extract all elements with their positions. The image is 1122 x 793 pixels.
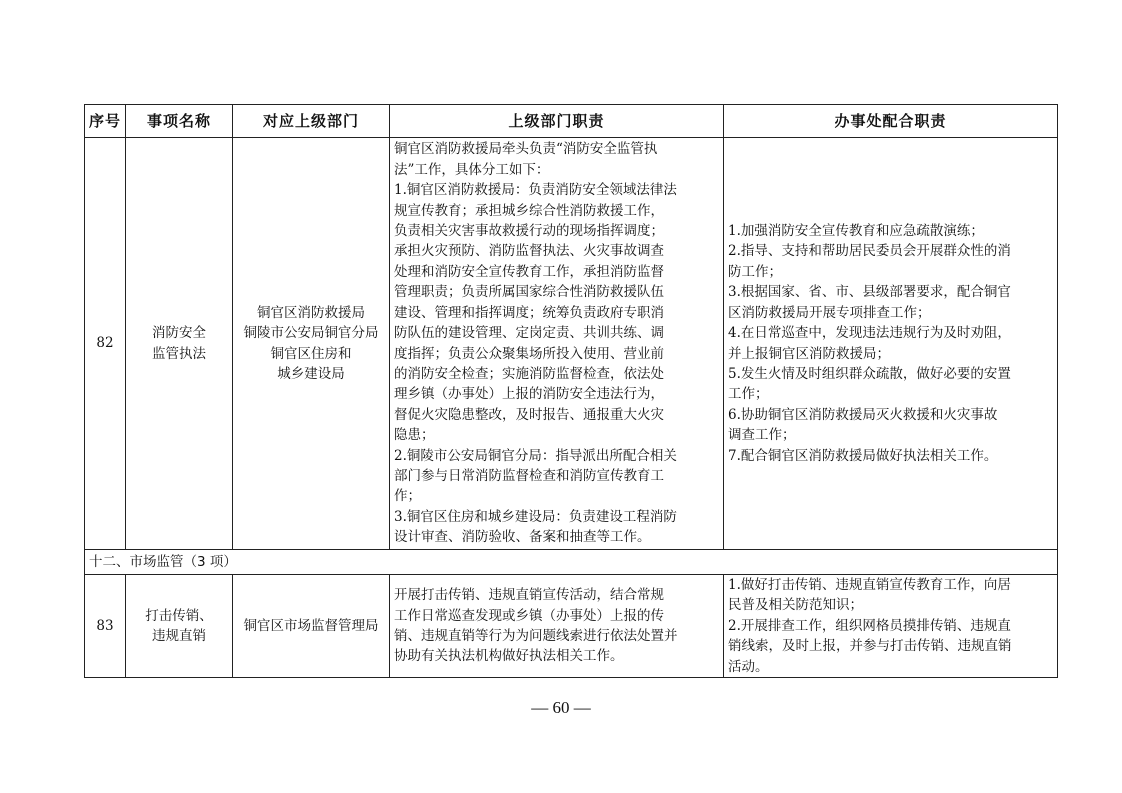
office-duty-line: 6.协助铜官区消防救援局灭火救援和火灾事故 xyxy=(728,406,998,423)
duty-line: 1.铜官区消防救援局：负责消防安全领域法律法 xyxy=(394,182,677,199)
duty-line: 度指挥；负责公众聚集场所投入使用、营业前 xyxy=(394,345,664,362)
duty-line: 督促火灾隐患整改，及时报告、通报重大火灾 xyxy=(394,406,664,423)
office-duty-line: 防工作； xyxy=(728,263,782,280)
office-duty-line: 2.指导、支持和帮助居民委员会开展群众性的消 xyxy=(728,243,1011,260)
table-row xyxy=(85,575,1058,678)
duty-line: 的消防安全检查；实施消防监督检查，依法处 xyxy=(394,365,664,382)
office-duty-line: 5.发生火情及时组织群众疏散，做好必要的安置 xyxy=(728,365,1011,382)
duty-line: 协助有关执法机构做好执法相关工作。 xyxy=(394,648,624,665)
row-upper-duty xyxy=(390,575,724,678)
office-duty-line: 2.开展排查工作，组织网格员摸排传销、违规直 xyxy=(728,617,1011,634)
page-number: — 60 — xyxy=(531,698,591,717)
office-duty-line: 区消防救援局开展专项排查工作； xyxy=(728,304,931,321)
row-upper-duty xyxy=(390,138,724,550)
duty-line: 3.铜官区住房和城乡建设局：负责建设工程消防 xyxy=(394,508,677,525)
row-upper-dept xyxy=(233,575,390,678)
dept-line: 城乡建设局 xyxy=(277,365,345,382)
duty-line: 工作日常巡查发现或乡镇（办事处）上报的传 xyxy=(394,607,664,624)
duty-line: 建设、管理和指挥调度；统筹负责政府专职消 xyxy=(394,304,664,321)
table-header-row xyxy=(85,105,1058,138)
header-item-name: 事项名称 xyxy=(126,105,233,138)
duty-table xyxy=(84,104,1058,678)
row-item-name xyxy=(126,575,233,678)
office-duty-line: 活动。 xyxy=(728,658,769,675)
item-name-line: 违规直销 xyxy=(152,628,206,645)
duty-line: 隐患； xyxy=(394,427,435,444)
duty-line: 规宣传教育；承担城乡综合性消防救援工作， xyxy=(394,202,664,219)
duty-line: 2.铜陵市公安局铜官分局：指导派出所配合相关 xyxy=(394,447,677,464)
duty-line: 开展打击传销、违规直销宣传活动，结合常规 xyxy=(394,587,664,604)
item-name-line: 监管执法 xyxy=(152,345,206,362)
dept-line: 铜官区市场监督管理局 xyxy=(243,617,379,634)
duty-line: 部门参与日常消防监督检查和消防宣传教育工 xyxy=(394,467,664,484)
dept-line: 铜官区消防救援局 xyxy=(257,304,365,321)
office-duty-line: 调查工作； xyxy=(728,427,796,444)
duty-line: 处理和消防安全宣传教育工作，承担消防监督 xyxy=(394,263,664,280)
row-item-name xyxy=(126,138,233,550)
office-duty-line: 4.在日常巡查中，发现违法违规行为及时劝阻， xyxy=(728,325,1011,342)
duty-line: 法”工作，具体分工如下： xyxy=(394,161,550,178)
duty-line: 负责相关灾害事故救援行动的现场指挥调度； xyxy=(394,223,664,240)
duty-line: 铜官区消防救援局牵头负责“消防安全监管执 xyxy=(394,141,658,158)
office-duty-line: 销线索，及时上报，并参与打击传销、违规直销 xyxy=(728,638,1012,655)
office-duty-line: 民普及相关防范知识； xyxy=(728,597,863,614)
office-duty-line: 1.加强消防安全宣传教育和应急疏散演练； xyxy=(728,223,984,240)
duty-line: 管理职责；负责所属国家综合性消防救援队伍 xyxy=(394,284,664,301)
office-duty-line: 7.配合铜官区消防救援局做好执法相关工作。 xyxy=(728,447,998,464)
header-office-duty: 办事处配合职责 xyxy=(724,105,1058,138)
office-duty-line: 工作； xyxy=(728,386,769,403)
duty-line: 设计审查、消防验收、备案和抽查等工作。 xyxy=(394,529,651,546)
header-upper-duty: 上级部门职责 xyxy=(390,105,724,138)
row-seq: 83 xyxy=(85,575,126,678)
office-duty-line: 并上报铜官区消防救援局； xyxy=(728,345,890,362)
duty-line: 承担火灾预防、消防监督执法、火灾事故调查 xyxy=(394,243,664,260)
row-office-duty xyxy=(724,138,1058,550)
row-upper-dept xyxy=(233,138,390,550)
dept-line: 铜官区住房和 xyxy=(270,345,352,362)
row-seq: 82 xyxy=(85,138,126,550)
duty-line: 作； xyxy=(394,488,421,505)
dept-line: 铜陵市公安局铜官分局 xyxy=(243,325,379,342)
office-duty-line: 3.根据国家、省、市、县级部署要求，配合铜官 xyxy=(728,284,1011,301)
duty-line: 理乡镇（办事处）上报的消防安全违法行为， xyxy=(394,386,664,403)
table-row xyxy=(85,138,1058,550)
header-seq: 序号 xyxy=(85,105,126,138)
item-name-line: 消防安全 xyxy=(152,325,206,342)
section-title: 十二、市场监管（3 项） xyxy=(85,550,1058,575)
item-name-line: 打击传销、 xyxy=(145,607,213,624)
header-upper-dept: 对应上级部门 xyxy=(233,105,390,138)
section-row xyxy=(85,550,1058,575)
duty-line: 防队伍的建设管理、定岗定责、共训共练、调 xyxy=(394,325,664,342)
duty-line: 销、违规直销等行为为问题线索进行依法处置并 xyxy=(394,628,678,645)
row-office-duty xyxy=(724,575,1058,678)
office-duty-line: 1.做好打击传销、违规直销宣传教育工作，向居 xyxy=(728,577,1011,593)
